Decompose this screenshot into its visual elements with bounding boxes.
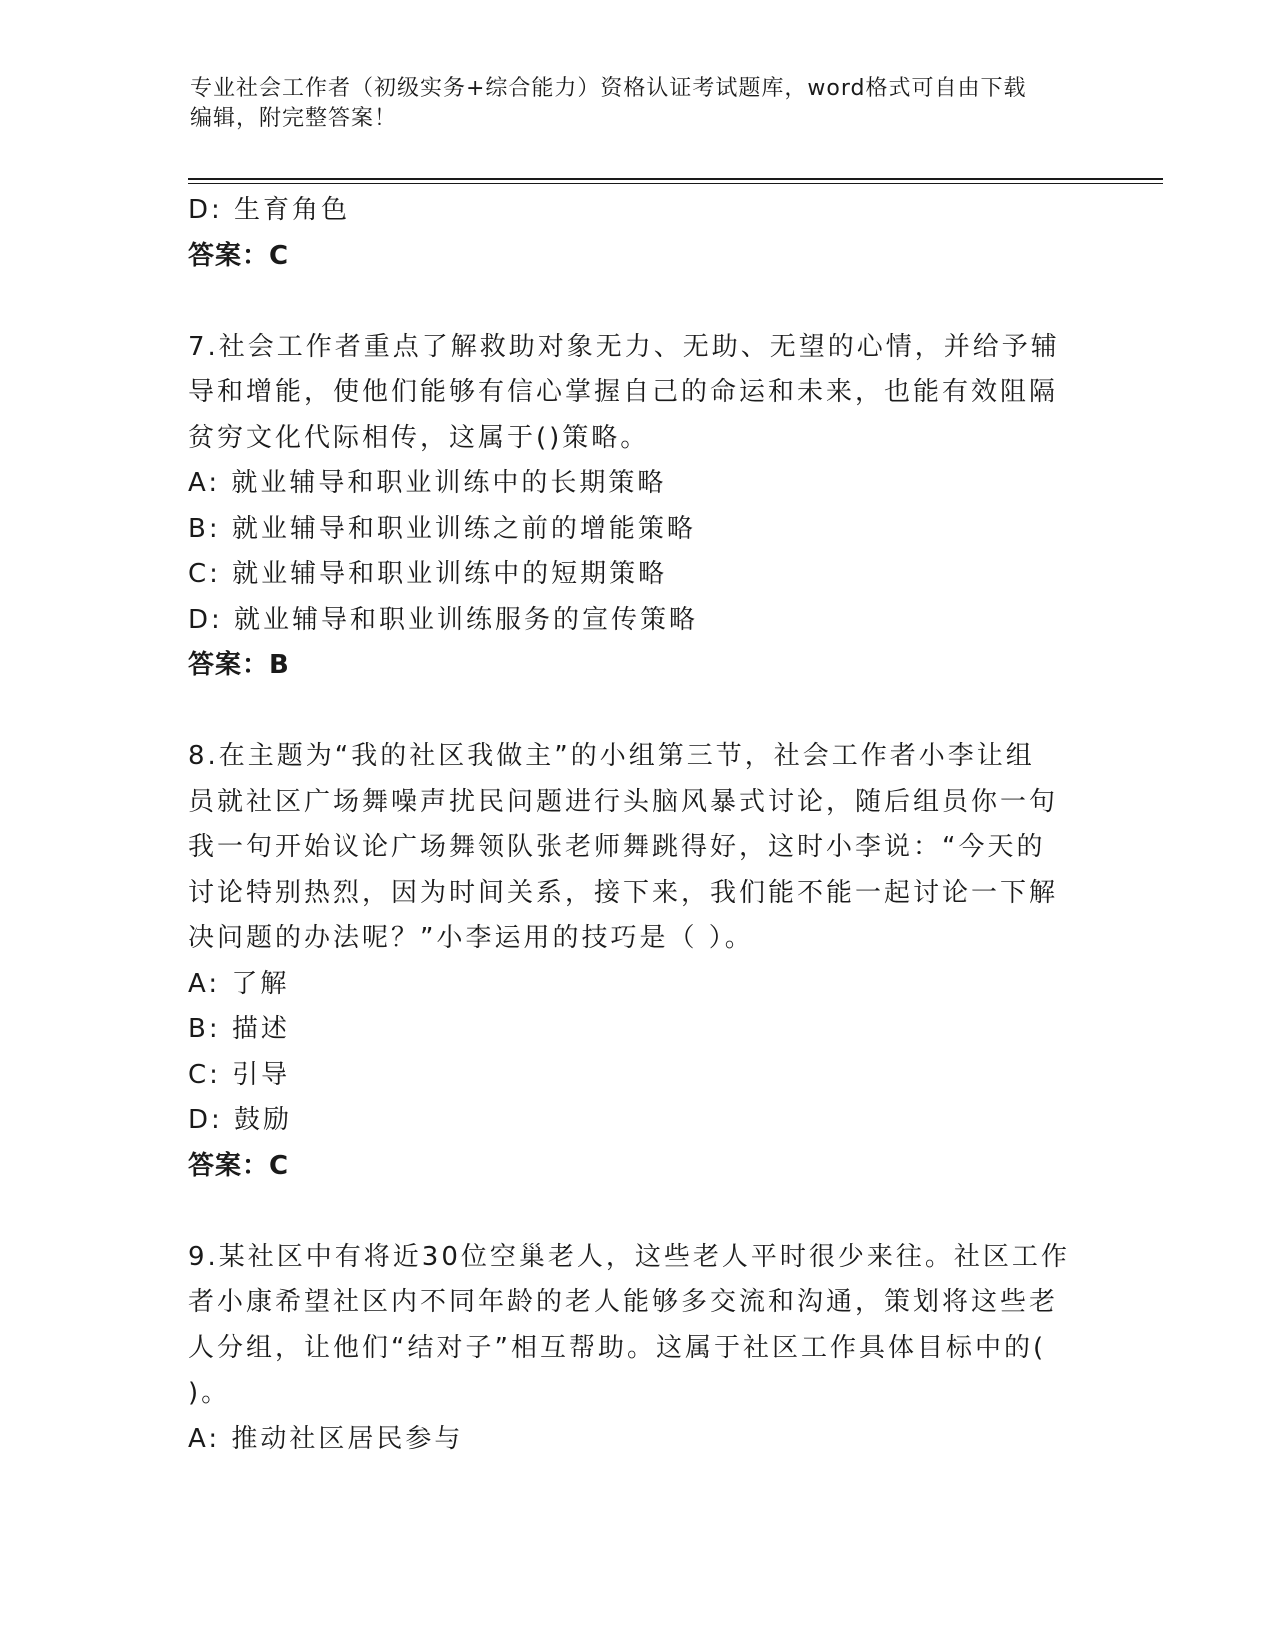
option-c: C: 引导 bbox=[188, 1059, 291, 1090]
option-b: B: 就业辅导和职业训练之前的增能策略 bbox=[188, 513, 696, 544]
answer-label: 答案：B bbox=[188, 650, 290, 680]
question-8 bbox=[188, 734, 1088, 1189]
option-c: C: 就业辅导和职业训练中的短期策略 bbox=[188, 559, 668, 589]
question-9 bbox=[188, 1235, 1088, 1463]
spacer bbox=[188, 279, 1088, 325]
question-stem-line: 决问题的办法呢？”小李运用的技巧是（ ）。 bbox=[188, 923, 754, 953]
question-stem-line: 贫穷文化代际相传，这属于()策略。 bbox=[188, 422, 650, 453]
option-d: D: 鼓励 bbox=[188, 1105, 293, 1135]
question-6-tail bbox=[188, 188, 1088, 279]
question-stem-line: 9.某社区中有将近30位空巢老人，这些老人平时很少来往。社区工作 bbox=[188, 1241, 1070, 1272]
question-stem-line: 员就社区广场舞噪声扰民问题进行头脑风暴式讨论，随后组员你一句 bbox=[188, 786, 1059, 817]
question-stem-line: )。 bbox=[188, 1378, 231, 1408]
question-stem-line: 7.社会工作者重点了解救助对象无力、无助、无望的心情，并给予辅 bbox=[188, 331, 1060, 362]
question-stem-line: 我一句开始议论广场舞领队张老师舞跳得好，这时小李说：“今天的 bbox=[188, 832, 1046, 862]
option-d: D: 就业辅导和职业训练服务的宣传策略 bbox=[188, 604, 699, 635]
question-7 bbox=[188, 325, 1088, 689]
question-stem-line: 8.在主题为“我的社区我做主”的小组第三节，社会工作者小李让组 bbox=[188, 741, 1035, 771]
question-stem-line: 导和增能，使他们能够有信心掌握自己的命运和未来，也能有效阻隔 bbox=[188, 377, 1059, 407]
option-a: A: 了解 bbox=[188, 968, 290, 999]
spacer bbox=[188, 1189, 1088, 1235]
header-title-line-1: 专业社会工作者（初级实务+综合能力）资格认证考试题库，word格式可自由下载 bbox=[190, 76, 1027, 101]
question-stem-line: 者小康希望社区内不同年龄的老人能够多交流和沟通，策划将这些老 bbox=[188, 1287, 1059, 1317]
answer-label: 答案：C bbox=[188, 240, 290, 271]
header-divider bbox=[188, 178, 1163, 180]
document-body bbox=[188, 188, 1088, 1462]
option-a: A: 推动社区居民参与 bbox=[188, 1423, 464, 1454]
answer-label: 答案：C bbox=[188, 1150, 290, 1181]
question-stem-line: 讨论特别热烈，因为时间关系，接下来，我们能不能一起讨论一下解 bbox=[188, 877, 1059, 908]
option-b: B: 描述 bbox=[188, 1014, 290, 1044]
header-divider-thin bbox=[188, 183, 1163, 184]
page-header bbox=[190, 74, 1090, 134]
option-d: D: 生育角色 bbox=[188, 195, 351, 225]
header-title-line-2: 编辑，附完整答案！ bbox=[190, 106, 398, 131]
option-a: A: 就业辅导和职业训练中的长期策略 bbox=[188, 468, 667, 498]
question-stem-line: 人分组，让他们“结对子”相互帮助。这属于社区工作具体目标中的( bbox=[188, 1332, 1047, 1363]
spacer bbox=[188, 689, 1088, 735]
